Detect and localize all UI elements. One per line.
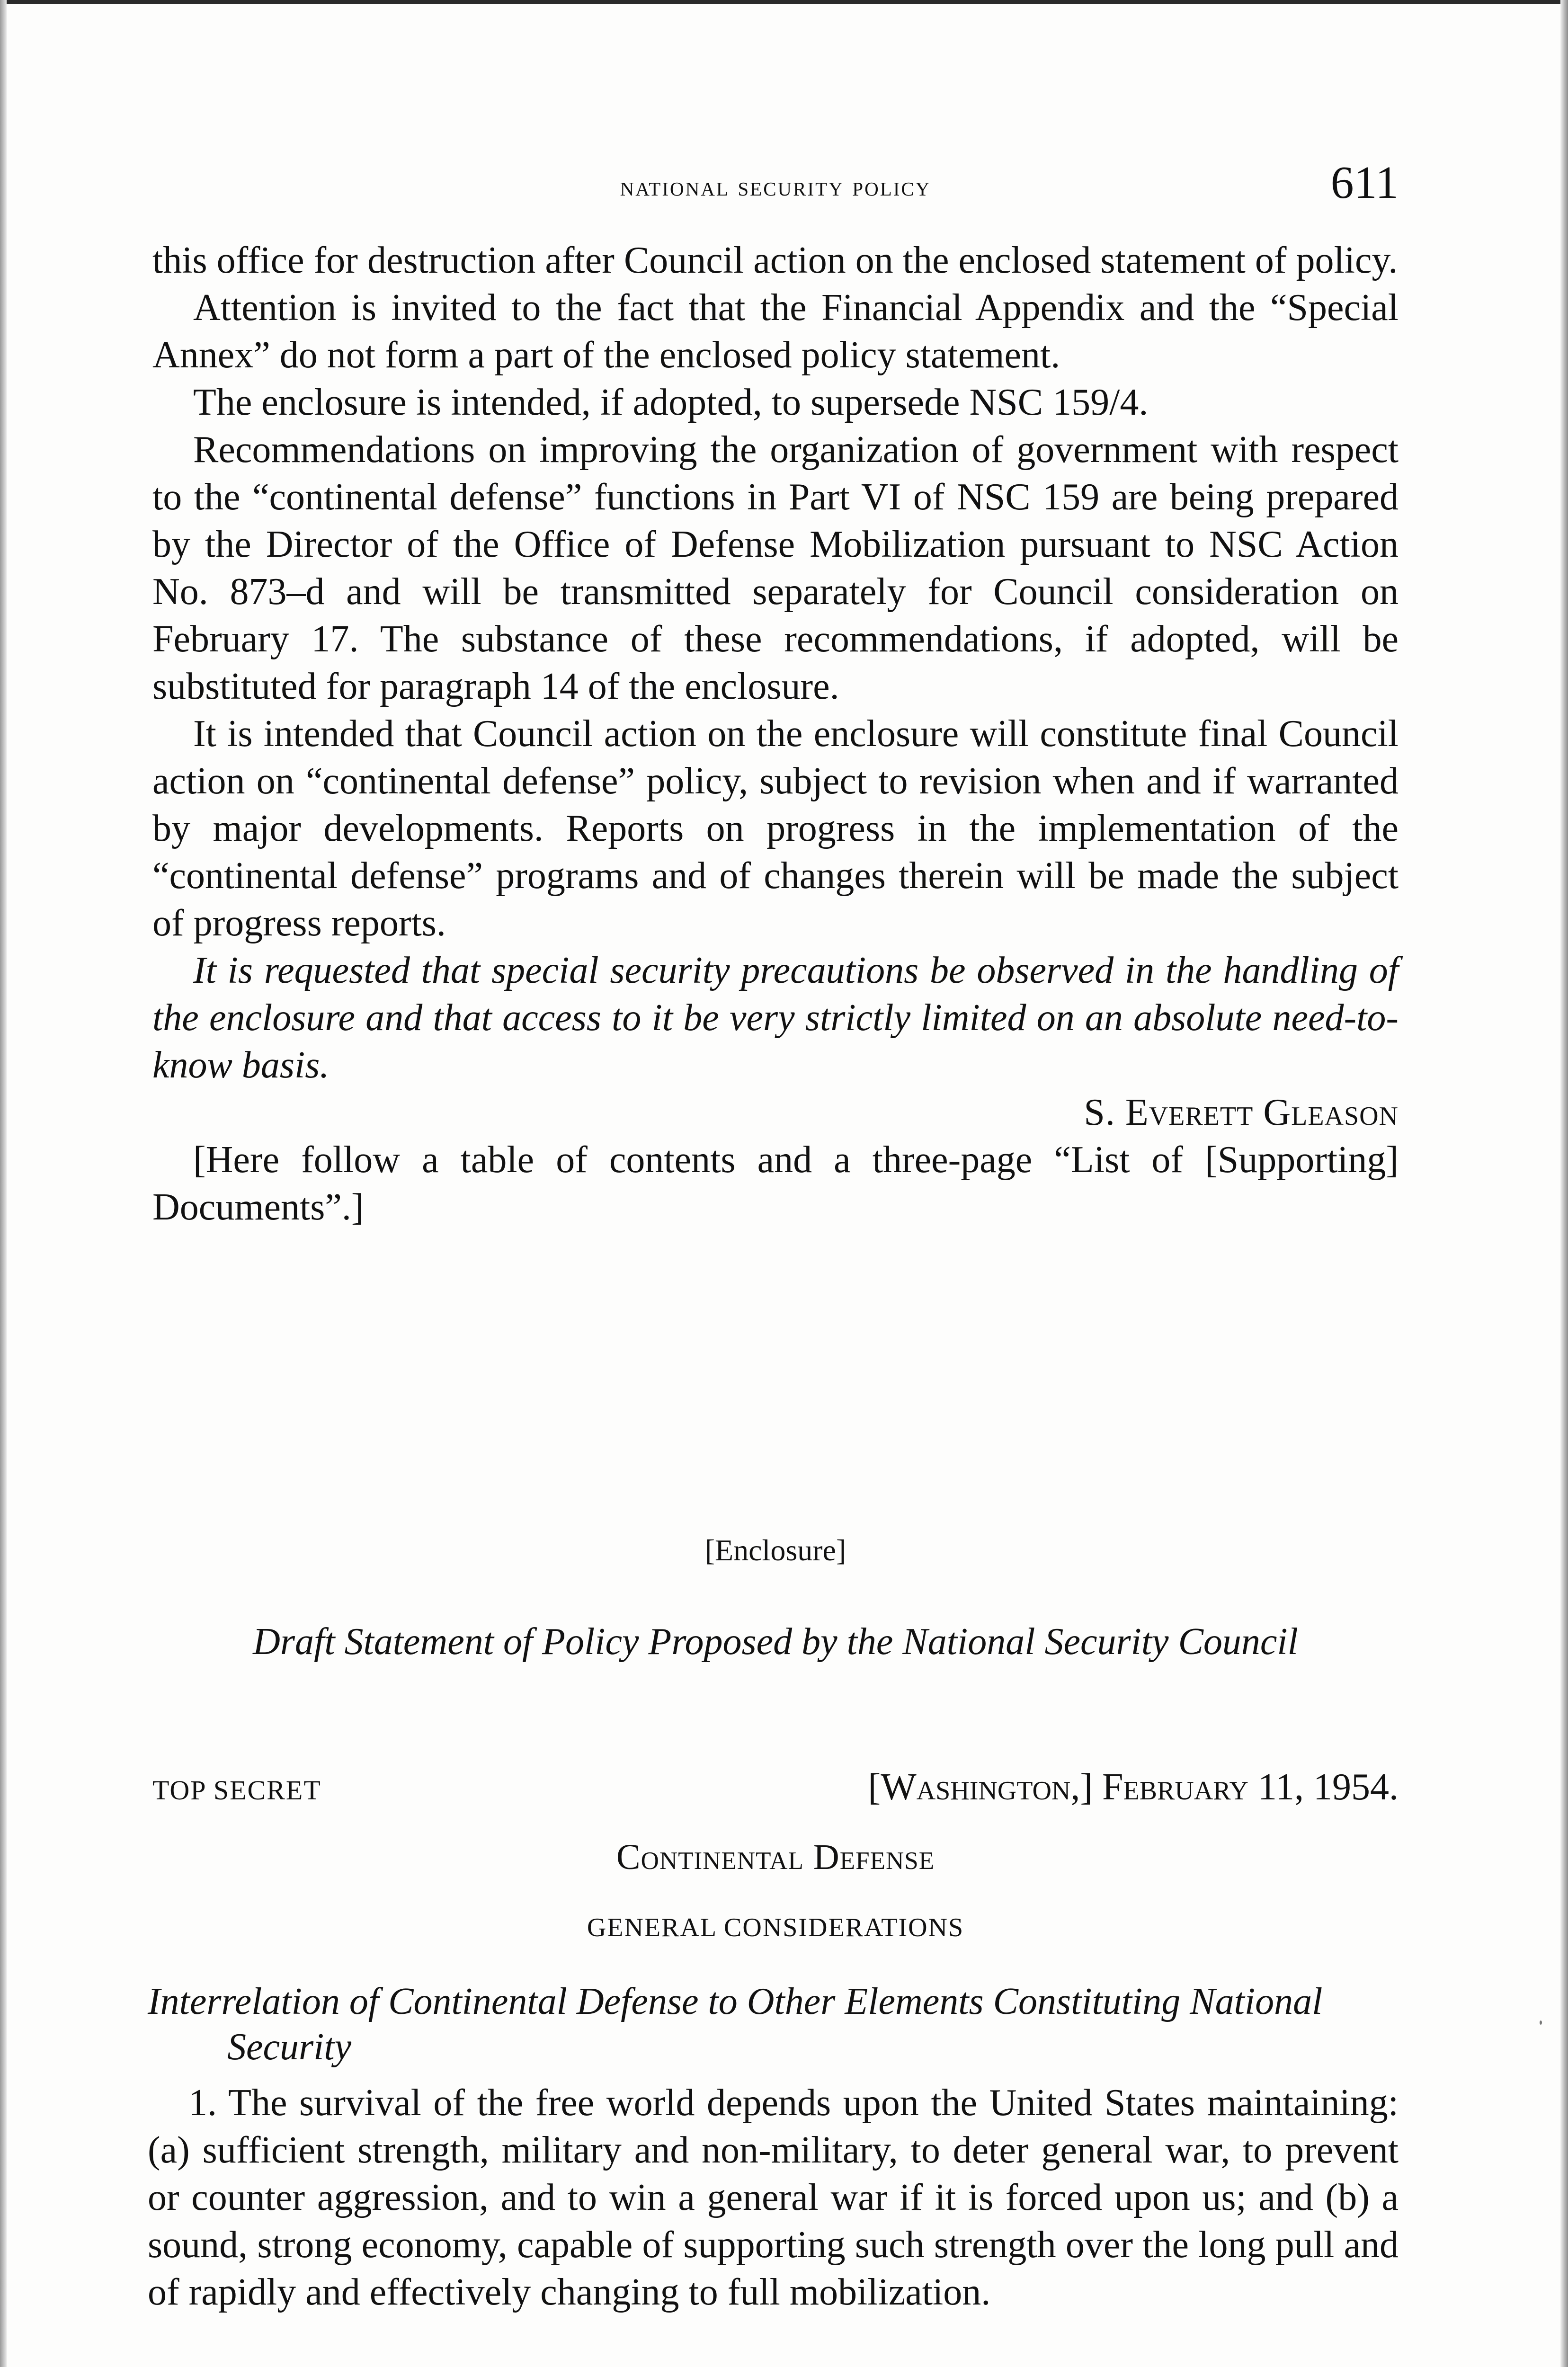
editorial-note: [Here follow a table of contents and a three-page “List of [Supporting] Documents”.] [152,1139,1399,1228]
signature: S. Everett Gleason [1084,1092,1399,1133]
scan-speck [1540,2020,1542,2025]
page-header [152,156,1399,213]
subsection-heading: GENERAL CONSIDERATIONS [587,1913,964,1942]
paragraph-financial-appendix: Attention is invited to the fact that the Financial Appendix and the “Special Annex” do not form a part of the enclosed policy statement. [152,287,1399,376]
running-head: national security policy [620,171,931,202]
memo-body [152,237,1399,1231]
paragraph-destruction: this office for destruction after Council action on the enclosed statement of policy. [152,240,1398,281]
enclosure-label: [Enclosure] [704,1533,846,1567]
page-left-edge [0,0,7,2367]
paragraph-council-action: It is intended that Council action on the enclosure will constitute final Council action on “continental defense” policy, subject to revision when and if warranted by major developments. Reports on progress in the implementation of the “continental defense” programs and of changes therein will be made the subject of progress reports. [152,713,1399,944]
draft-statement-title: Draft Statement of Policy Proposed by the National Security Council [253,1621,1298,1663]
classification-row [152,1766,1399,1813]
paragraph-recommendations: Recommendations on improving the organization of government with respect to the “continental defense” functions in Part VI of NSC 159 are being prepared by the Director of the Office of Defense Mobilization pursuant to NSC Action No. 873–d and will be transmitted separately for Council consideration on February 17. The substance of these recommendations, if adopted, will be substituted for paragraph 14 of the enclosure. [152,429,1399,707]
topic-heading: Interrelation of Continental Defense to Other Elements Constituting National Security [148,1981,1323,2068]
paragraph-security-precautions: It is requested that special security precautions be observed in the handling of the enclosure and that access to it be very strictly limited on an absolute need-to-know basis. [152,950,1399,1086]
page-number: 611 [1330,157,1399,208]
page-top-edge [0,0,1568,4]
paragraph-supersede: The enclosure is intended, if adopted, to supersede NSC 159/4. [193,382,1149,423]
enclosure-body [148,2079,1399,2316]
dateline: [Washington,] February 11, 1954. [868,1766,1399,1808]
paragraph-1: 1. The survival of the free world depends upon the United States maintaining: (a) sufficient strength, military and non-military, to deter general war, to prevent or counter aggression, and to win a general war if it is forced upon us; and (b) a sound, strong economy, capable of supporting such strength over the long pull and of rapidly and effectively changing to full mobilization. [148,2082,1399,2313]
section-heading: Continental Defense [616,1837,935,1877]
classification-marking: TOP SECRET [152,1775,321,1806]
page-right-edge [1560,0,1568,2367]
